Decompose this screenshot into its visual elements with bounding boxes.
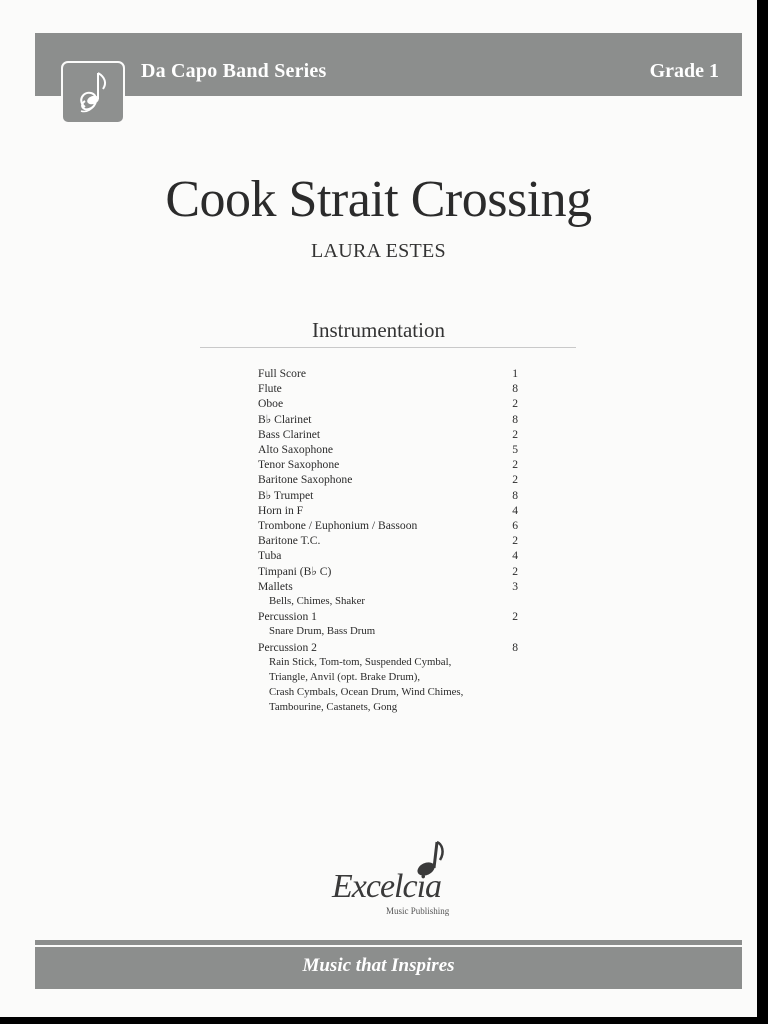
part-name: Alto Saxophone bbox=[258, 443, 334, 457]
publisher-subtitle: Music Publishing bbox=[386, 906, 450, 916]
part-instruments-note: Crash Cymbals, Ocean Drum, Wind Chimes, bbox=[269, 686, 464, 699]
composer-name: LAURA ESTES bbox=[311, 240, 446, 262]
series-name: Da Capo Band Series bbox=[141, 60, 327, 82]
part-row bbox=[258, 396, 518, 411]
part-name: Baritone T.C. bbox=[258, 534, 321, 548]
heading-divider bbox=[200, 347, 576, 348]
part-row bbox=[258, 366, 518, 381]
part-quantity: 2 bbox=[512, 534, 518, 548]
part-row bbox=[258, 472, 518, 487]
part-instruments-note: Snare Drum, Bass Drum bbox=[269, 625, 376, 638]
part-row bbox=[258, 640, 518, 655]
part-quantity: 2 bbox=[512, 564, 518, 578]
part-instruments-note: Triangle, Anvil (opt. Brake Drum), bbox=[269, 671, 421, 684]
part-instruments-note: Tambourine, Castanets, Gong bbox=[269, 701, 398, 714]
part-quantity: 5 bbox=[512, 443, 518, 457]
part-name: Percussion 2 bbox=[258, 640, 317, 654]
piece-title: Cook Strait Crossing bbox=[165, 171, 592, 228]
part-quantity: 2 bbox=[512, 458, 518, 472]
part-quantity: 2 bbox=[512, 610, 518, 624]
part-quantity: 8 bbox=[512, 412, 518, 426]
part-row bbox=[258, 457, 518, 472]
part-quantity: 4 bbox=[512, 503, 518, 517]
instrumentation-heading: Instrumentation bbox=[312, 318, 445, 342]
part-name: B♭ Clarinet bbox=[258, 412, 312, 426]
part-row bbox=[258, 427, 518, 442]
part-row bbox=[258, 503, 518, 518]
part-quantity: 1 bbox=[512, 367, 518, 380]
part-name: Trombone / Euphonium / Bassoon bbox=[258, 519, 418, 533]
part-quantity: 6 bbox=[512, 519, 518, 533]
tagline: Music that Inspires bbox=[302, 955, 455, 976]
part-row bbox=[258, 381, 518, 396]
part-quantity: 2 bbox=[512, 397, 518, 411]
music-note-clef-icon bbox=[63, 63, 123, 122]
part-name: Tuba bbox=[258, 549, 282, 563]
part-name: Full Score bbox=[258, 367, 306, 380]
part-quantity: 8 bbox=[512, 488, 518, 502]
part-name: Percussion 1 bbox=[258, 610, 317, 624]
part-quantity: 4 bbox=[512, 549, 518, 563]
part-name: Tenor Saxophone bbox=[258, 458, 340, 472]
part-name: Mallets bbox=[258, 579, 293, 593]
part-row bbox=[258, 533, 518, 548]
part-quantity: 2 bbox=[512, 427, 518, 441]
footer-rule bbox=[35, 940, 742, 945]
part-name: Flute bbox=[258, 382, 282, 396]
part-row bbox=[258, 564, 518, 579]
part-name: Timpani (B♭ C) bbox=[258, 564, 332, 578]
part-name: Baritone Saxophone bbox=[258, 473, 353, 487]
part-row bbox=[258, 579, 518, 594]
part-quantity: 2 bbox=[512, 473, 518, 487]
part-name: Horn in F bbox=[258, 503, 304, 517]
grade-label: Grade 1 bbox=[649, 60, 719, 82]
part-instruments-note: Bells, Chimes, Shaker bbox=[269, 595, 365, 608]
part-quantity: 8 bbox=[512, 382, 518, 396]
part-name: Oboe bbox=[258, 397, 284, 411]
part-row bbox=[258, 518, 518, 533]
part-name: B♭ Trumpet bbox=[258, 488, 314, 502]
part-row bbox=[258, 548, 518, 563]
part-row bbox=[258, 609, 518, 624]
part-instruments-note: Rain Stick, Tom-tom, Suspended Cymbal, bbox=[269, 655, 452, 668]
series-logo bbox=[61, 61, 125, 124]
publisher-name: Excelcia bbox=[332, 868, 442, 905]
part-row bbox=[258, 442, 518, 457]
publisher-logo bbox=[322, 838, 462, 918]
part-name: Bass Clarinet bbox=[258, 427, 321, 441]
part-row bbox=[258, 412, 518, 427]
part-quantity: 8 bbox=[512, 640, 518, 654]
part-quantity: 3 bbox=[512, 579, 518, 593]
part-row bbox=[258, 488, 518, 503]
instrumentation-list bbox=[258, 366, 518, 716]
